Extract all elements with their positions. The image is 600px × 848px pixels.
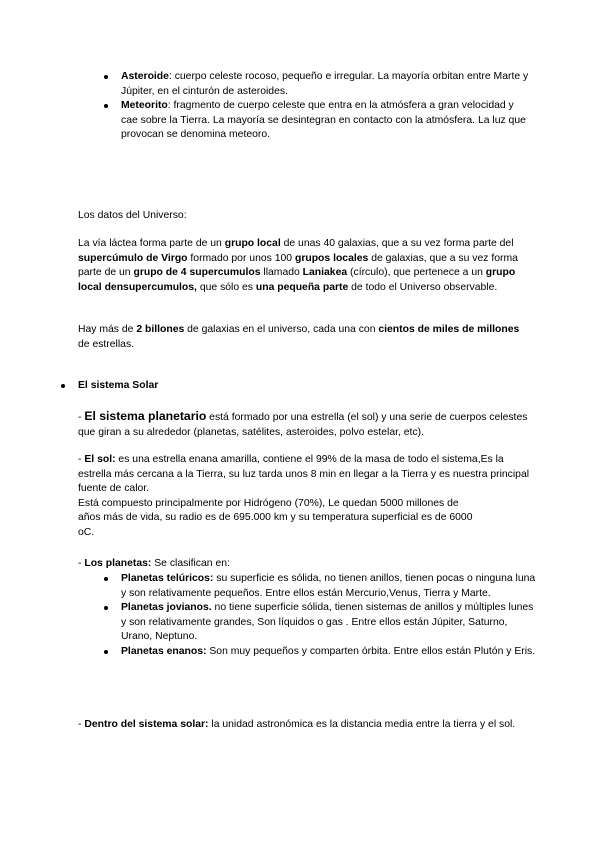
solar-section-title: El sistema Solar [78, 379, 158, 394]
sol-paragraph: - El sol: es una estrella enana amarilla, contiene el 99% de la masa de todo el sistema,Es la estrella más cercana a la Tierra, su luz tarda unos 8 min en llegar a la Tierra y es nuestra principal fuente de calor. Está compuesto principalmente por Hidrógeno (70%), Le quedan 5000 millones de años más de vida, su radio es de 695.000 km y su temperatura superficial es de 6000 oC. [78, 454, 530, 538]
bullet-icon [104, 577, 108, 581]
list-item: Planetas telúricos: su superficie es sólida, no tienen anillos, tienen pocas o ninguna luna y son relativamente pequeños. Entre ellos están Mercurio,Venus, Tierra y Marte. [121, 572, 541, 601]
bullet-icon [104, 606, 108, 610]
bullet-icon [61, 384, 65, 388]
planetas-intro: - Los planetas: Se clasifican en: [78, 558, 230, 569]
top-bullet-list [121, 70, 531, 143]
list-item: Meteorito: fragmento de cuerpo celeste que entra en la atmósfera a gran velocidad y cae sobre la Tierra. La mayoría se desintegran en contacto con la atmósfera. La luz que provocan se denomina meteoro. [121, 99, 531, 143]
list-item: Asteroide: cuerpo celeste rocoso, pequeño e irregular. La mayoría orbitan entre Marte y Júpiter, en el cinturón de asteroides. [121, 70, 531, 99]
list-item: Planetas enanos: Son muy pequeños y comparten órbita. Entre ellos están Plutón y Eris. [121, 645, 541, 660]
bullet-icon [104, 650, 108, 654]
bullet-icon [104, 104, 108, 108]
planetario-paragraph: - El sistema planetario está formado por una estrella (el sol) y una serie de cuerpos celestes que giran a su alrededor (planetas, satélites, asteroides, polvo estelar, etc). [78, 409, 528, 438]
datos-paragraph-1: La vía láctea forma parte de un grupo local de unas 40 galaxias, que a su vez forma parte del supercúmulo de Virgo formado por unos 100 grupos locales de galaxias, que a su vez forma parte de un grupo de 4 supercumulos llamado Laniakea (círculo), que pertenece a un grupo local densupercumulos, que sólo es una pequeña parte de todo el Universo observable. [78, 238, 518, 293]
bullet-icon [104, 75, 108, 79]
list-item: Planetas jovianos. no tiene superficie sólida, tienen sistemas de anillos y múltiples lunes y son relativamente grandes, Son líquidos o gas . Entre ellos están Júpiter, Saturno, Urano, Neptuno. [121, 601, 541, 645]
dentro-paragraph: - Dentro del sistema solar: la unidad astronómica es la distancia media entre la tierra y el sol. [78, 719, 516, 730]
planetas-list [121, 572, 541, 659]
datos-heading: Los datos del Universo: [78, 210, 187, 221]
datos-paragraph-2: Hay más de 2 billones de galaxias en el universo, cada una con cientos de miles de millones de estrellas. [78, 324, 520, 350]
